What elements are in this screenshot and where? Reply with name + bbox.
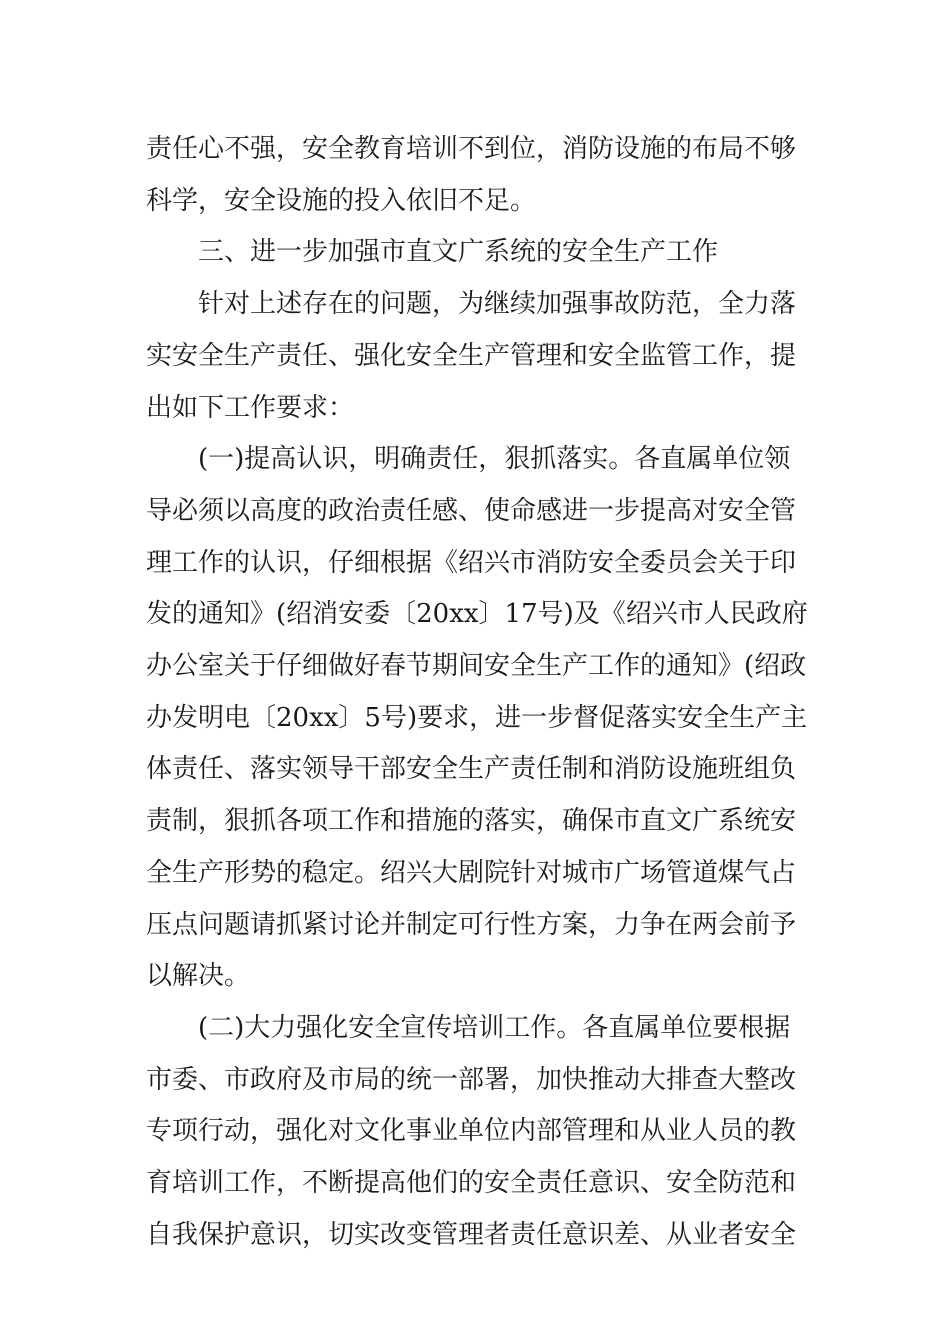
paragraph xyxy=(146,279,810,434)
text-line: 理工作的认识，仔细根据《绍兴市消防安全委员会关于印 xyxy=(146,547,797,578)
text-line: 责任心不强，安全教育培训不到位，消防设施的布局不够 xyxy=(146,134,797,164)
text-line: 导必须以高度的政治责任感、使命感进一步提高对安全管 xyxy=(146,495,797,526)
text-line: (二)大力强化安全宣传培训工作。各直属单位要根据 xyxy=(198,1012,791,1043)
text-line: 针对上述存在的问题，为继续加强事故防范，全力落 xyxy=(198,289,797,320)
text-line: 科学，安全设施的投入依旧不足。 xyxy=(146,185,537,216)
text-line: 办发明电〔20xx〕5号)要求，进一步督促落实安全生产主 xyxy=(146,702,808,733)
text-line: 办公室关于仔细做好春节期间安全生产工作的通知》(绍政 xyxy=(146,651,807,682)
text-line: 专项行动，强化对文化事业单位内部管理和从业人员的教 xyxy=(146,1116,797,1147)
document-body xyxy=(146,124,810,1261)
text-line: 自我保护意识，切实改变管理者责任意识差、从业者安全 xyxy=(146,1219,797,1250)
text-line: 发的通知》(绍消安委〔20xx〕17号)及《绍兴市人民政府 xyxy=(146,599,808,630)
text-line: 以解决。 xyxy=(146,961,251,992)
paragraph xyxy=(146,434,810,1003)
text-line: 市委、市政府及市局的统一部署，加快推动大排查大整改 xyxy=(146,1064,797,1095)
text-line: 压点问题请抓紧讨论并制定可行性方案，力争在两会前予 xyxy=(146,909,797,940)
text-line: 实安全生产责任、强化安全生产管理和安全监管工作，提 xyxy=(146,340,797,371)
paragraph xyxy=(146,227,810,279)
text-line: (一)提高认识，明确责任，狠抓落实。各直属单位领 xyxy=(198,444,791,475)
text-line: 三、进一步加强市直文广系统的安全生产工作 xyxy=(198,237,719,268)
text-line: 责制，狠抓各项工作和措施的落实，确保市直文广系统安 xyxy=(146,806,797,837)
paragraph xyxy=(146,1003,810,1262)
text-line: 体责任、落实领导干部安全生产责任制和消防设施班组负 xyxy=(146,754,797,785)
text-line: 全生产形势的稳定。绍兴大剧院针对城市广场管道煤气占 xyxy=(146,857,797,888)
paragraph xyxy=(146,124,810,227)
text-line: 育培训工作，不断提高他们的安全责任意识、安全防范和 xyxy=(146,1168,797,1199)
text-line: 出如下工作要求： xyxy=(146,392,355,423)
